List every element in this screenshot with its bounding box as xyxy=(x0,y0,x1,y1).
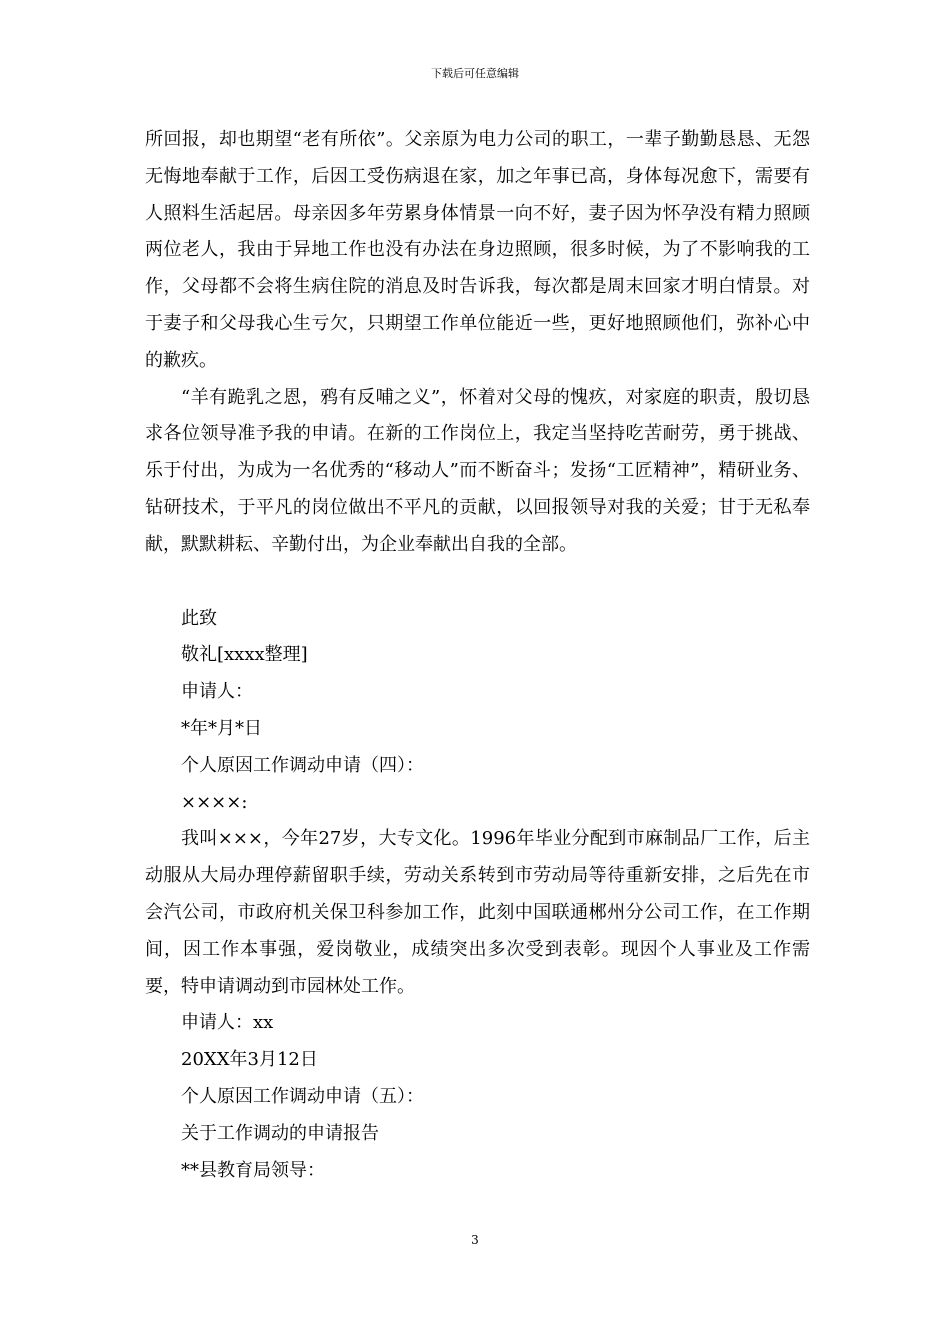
closing-line: 此致 xyxy=(181,607,217,629)
document-body xyxy=(145,122,810,1189)
salutation-five: **县教育局领导： xyxy=(181,1159,325,1181)
paragraph-personal-background: 我叫×××，今年27岁，大专文化。1996年毕业分配到市麻制品厂工作，后主动服从大局办理停薪留职手续，劳动关系转到市劳动局等待重新安排，之后先在市会汽公司，市政府机关保卫科参加工作，此刻中国联通郴州分公司工作，在工作期间，因工作本事强，爱岗敬业，成绩突出多次受到表彰。现因个人事业及工作需要，特申请调动到市园林处工作。 xyxy=(145,828,810,997)
blank-line xyxy=(145,564,810,601)
salutation-four: ××××: xyxy=(181,791,248,813)
closing-salute: 敬礼[xxxx整理] xyxy=(181,644,308,666)
section-title-four: 个人原因工作调动申请（四）： xyxy=(181,754,424,776)
paragraph-request-plea: “羊有跪乳之恩，鸦有反哺之义”，怀着对父母的愧疚，对家庭的职责，殷切恳求各位领导准予我的申请。在新的工作岗位上，我定当坚持吃苦耐劳，勇于挑战、乐于付出，为成为一名优秀的“移动人”而不断奋斗；发扬“工匠精神”，精研业务、钻研技术，于平凡的岗位做出不平凡的贡献，以回报领导对我的关爱；甘于无私奉献，默默耕耘、辛勤付出，为企业奉献出自我的全部。 xyxy=(145,386,810,555)
signature-date-two: 20XX年3月12日 xyxy=(181,1049,318,1071)
signature-date: *年*月*日 xyxy=(181,717,262,739)
section-title-five: 个人原因工作调动申请（五）： xyxy=(181,1085,424,1107)
applicant-signature-two: 申请人：xx xyxy=(181,1012,274,1034)
page-header: 下载后可任意编辑 xyxy=(431,67,519,80)
page-number: 3 xyxy=(471,1233,479,1247)
paragraph-family-situation: 所回报，却也期望“老有所依”。父亲原为电力公司的职工，一辈子勤勤恳恳、无怨无悔地奉献于工作，后因工受伤病退在家，加之年事已高，身体每况愈下，需要有人照料生活起居。母亲因多年劳累身体情景一向不好，妻子因为怀孕没有精力照顾两位老人，我由于异地工作也没有办法在身边照顾，很多时候，为了不影响我的工作，父母都不会将生病住院的消息及时告诉我，每次都是周末回家才明白情景。对于妻子和父母我心生亏欠，只期望工作单位能近一些，更好地照顾他们，弥补心中的歉疚。 xyxy=(145,129,810,371)
report-title: 关于工作调动的申请报告 xyxy=(181,1122,379,1144)
applicant-signature: 申请人： xyxy=(181,681,253,703)
